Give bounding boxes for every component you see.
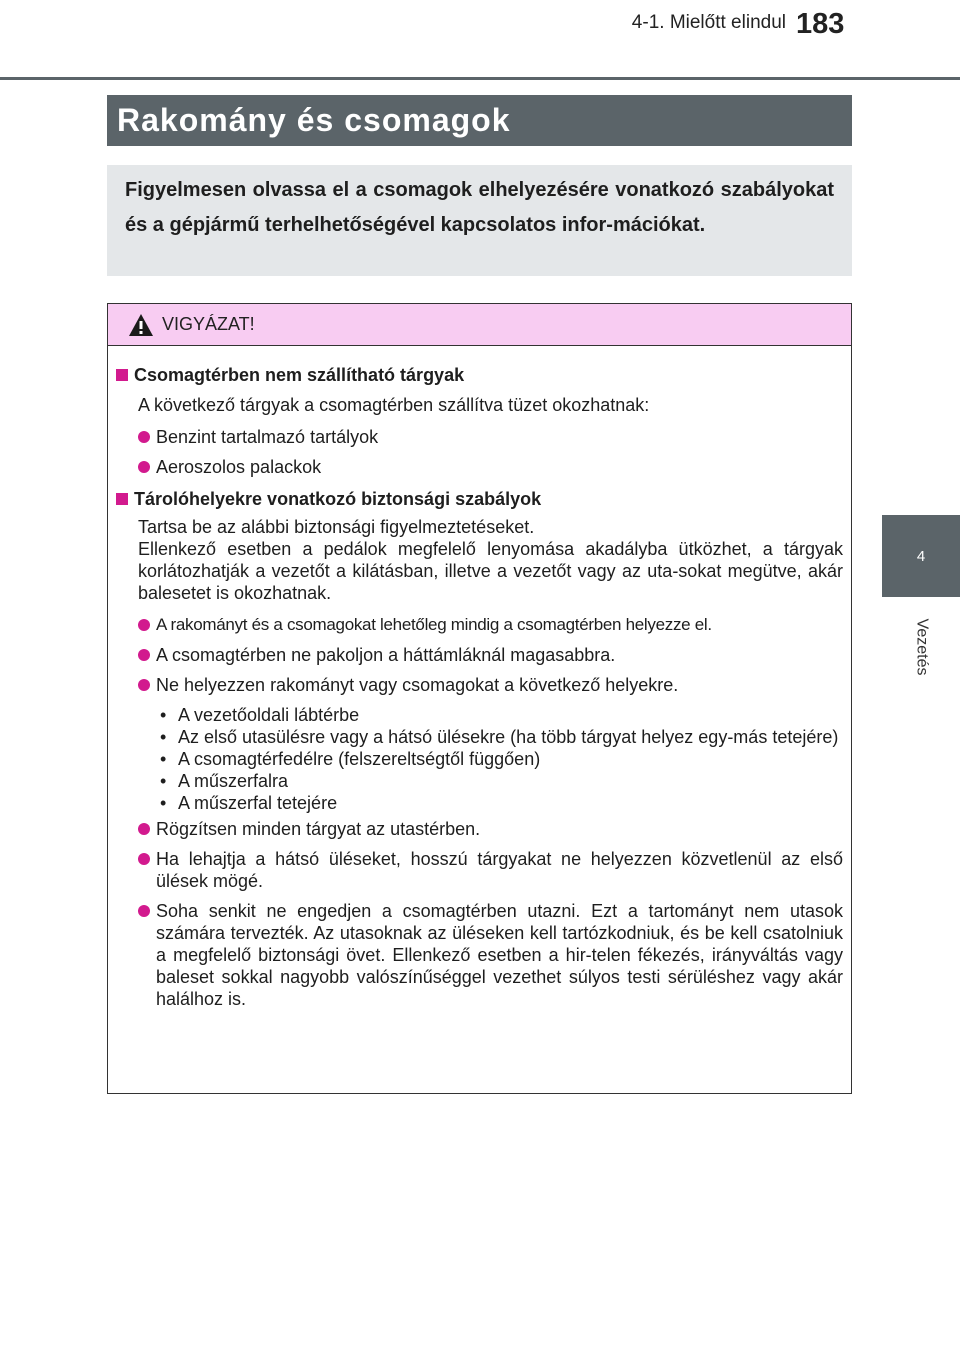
round-bullet-icon — [138, 649, 150, 661]
list-item-text: Soha senkit ne engedjen a csomagtérben utazni. Ezt a tartományt nem utasok számára tervezték. Az utasoknak az üléseken kell tartózkodniuk, és be kell csatolniuk a megfelelő biztonsági övet. Ellenkező esetben a hir-telen fékezés, irányváltás vagy baleset sokkal nagyobb valószínűséggel vezethet súlyos testi sérüléshez vagy akár halálhoz is. — [156, 901, 843, 1009]
list-item — [116, 426, 843, 448]
square-bullet-icon — [116, 369, 128, 381]
sub-list-item-text: Az első utasülésre vagy a hátsó ülésekre (ha több tárgyat helyez egy-más tetejére) — [178, 727, 839, 747]
list-item-text: Rögzítsen minden tárgyat az utastérben. — [156, 819, 481, 839]
header-divider — [0, 77, 960, 80]
section-title: Csomagtérben nem szállítható tárgyak — [134, 365, 465, 385]
sub-bullet-icon: • — [160, 749, 167, 769]
list-item-text: A rakományt és a csomagokat lehetőleg mindig a csomagtérben helyezze el. — [156, 615, 712, 634]
round-bullet-icon — [138, 679, 150, 691]
section-heading — [116, 488, 843, 510]
warning-triangle-icon — [128, 313, 154, 337]
section-title: Tárolóhelyekre vonatkozó biztonsági szabályok — [134, 489, 542, 509]
sub-list-item-text: A műszerfalra — [178, 771, 289, 791]
list-item — [116, 614, 843, 636]
sub-list-item — [160, 704, 843, 726]
chapter-tab[interactable] — [882, 515, 960, 597]
page-number: 183 — [796, 8, 845, 40]
round-bullet-icon — [138, 461, 150, 473]
round-bullet-icon — [138, 905, 150, 917]
warning-body — [108, 346, 851, 1010]
sub-list-item — [160, 748, 843, 770]
list-item — [116, 456, 843, 478]
warning-box — [107, 303, 852, 1094]
sub-bullet-icon: • — [160, 705, 167, 725]
header-section-title: 4-1. Mielőtt elindul — [631, 12, 786, 33]
sub-list-item — [160, 726, 843, 748]
list-item-text: Ha lehajtja a hátsó üléseket, hosszú tárgyakat ne helyezzen közvetlenül az első ülések mögé. — [156, 849, 843, 891]
warning-header — [108, 304, 851, 346]
section-text: A következő tárgyak a csomagtérben szállítva tüzet okozhatnak: — [138, 395, 650, 415]
chapter-side-label — [882, 602, 960, 692]
sub-bullet-icon: • — [160, 727, 167, 747]
list-item-text: A csomagtérben ne pakoljon a háttámláknál magasabbra. — [156, 645, 616, 665]
sub-list-item — [160, 770, 843, 792]
section-text: Tartsa be az alábbi biztonsági figyelmeztetéseket. — [138, 517, 535, 537]
list-item — [116, 644, 843, 666]
sub-list-item-text: A vezetőoldali lábtérbe — [178, 705, 360, 725]
sub-list-item-text: A csomagtérfedélre (felszereltségtől függően) — [178, 749, 541, 769]
list-item — [116, 818, 843, 840]
sub-list-item — [160, 792, 843, 814]
round-bullet-icon — [138, 853, 150, 865]
round-bullet-icon — [138, 431, 150, 443]
section-text: Ellenkező esetben a pedálok megfelelő lenyomása akadályba ütközhet, a tárgyak korlátozhatják a vezetőt a kilátásban, illetve a vezetőt vagy az uta-sokat megütve, akár balesetet is okozhatnak. — [138, 539, 843, 603]
list-item-text: Ne helyezzen rakományt vagy csomagokat a következő helyekre. — [156, 675, 679, 695]
intro-text: Figyelmesen olvassa el a csomagok elhelyezésére vonatkozó szabályokat és a gépjármű terhelhetőségével kapcsolatos infor-mációkat. — [125, 179, 834, 236]
page-title: Rakomány és csomagok — [107, 95, 852, 146]
list-item — [116, 674, 843, 696]
chapter-number: 4 — [916, 547, 926, 565]
list-item — [116, 848, 843, 892]
chapter-label: Vezetés — [913, 618, 930, 676]
sub-bullet-icon: • — [160, 793, 167, 813]
list-item-text: Benzint tartalmazó tartályok — [156, 427, 379, 447]
sub-list — [116, 704, 843, 814]
round-bullet-icon — [138, 823, 150, 835]
warning-label: VIGYÁZAT! — [162, 314, 255, 334]
intro-box — [107, 165, 852, 276]
square-bullet-icon — [116, 493, 128, 505]
sub-bullet-icon: • — [160, 771, 167, 791]
section-heading — [116, 364, 843, 386]
round-bullet-icon — [138, 619, 150, 631]
sub-list-item-text: A műszerfal tetejére — [178, 793, 338, 813]
list-item — [116, 900, 843, 1010]
list-item-text: Aeroszolos palackok — [156, 457, 322, 477]
